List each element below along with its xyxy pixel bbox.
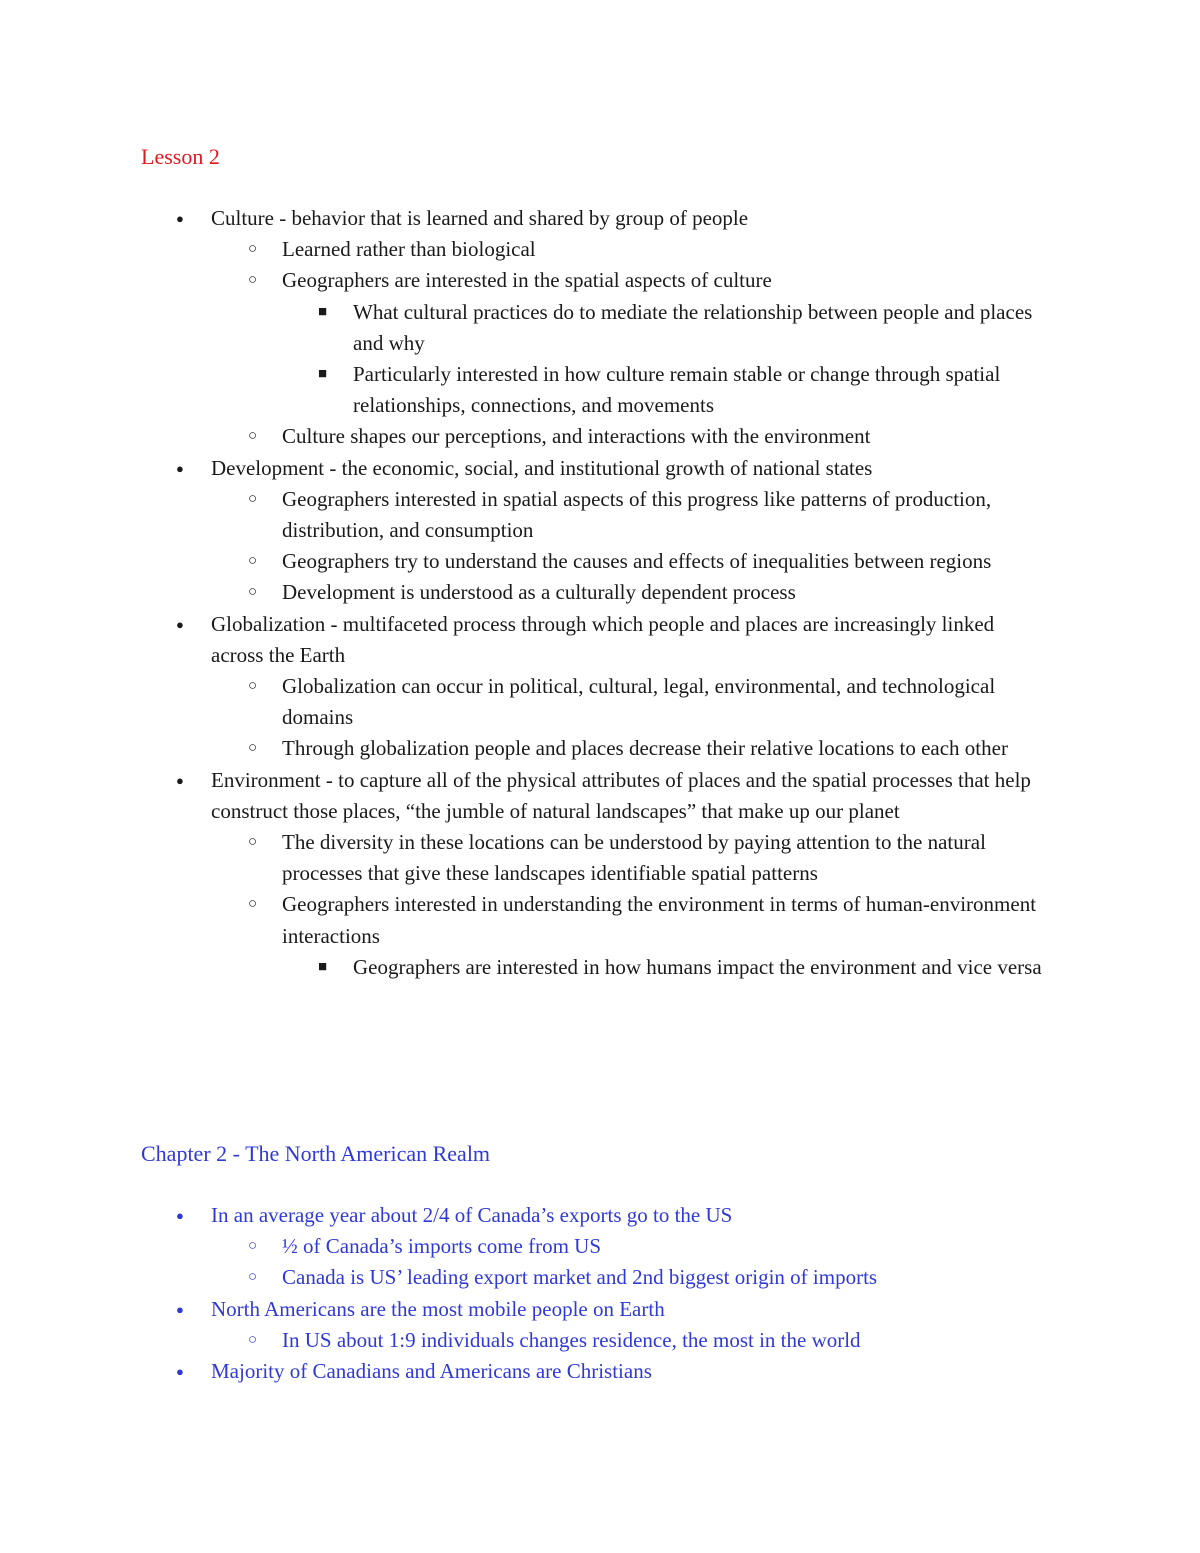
list-item: ○ In US about 1:9 individuals changes residence, the most in the world xyxy=(0,1325,1052,1356)
chapter-heading: Chapter 2 - The North American Realm xyxy=(141,1141,491,1166)
bullet-disc-icon: ● xyxy=(176,772,184,788)
list-item: ○ Through globalization people and places decrease their relative locations to each other xyxy=(0,733,1052,764)
bullet-circle-icon: ○ xyxy=(248,272,258,289)
list-item: ● In an average year about 2/4 of Canada’s exports go to the US xyxy=(0,1200,1051,1231)
list-item: ○ Development is understood as a culturally dependent process xyxy=(0,577,1052,608)
list-item: ● Development - the economic, social, and institutional growth of national states xyxy=(0,453,1051,484)
list-item: ○ Geographers interested in understanding the environment in terms of human-environment interactions xyxy=(0,889,1052,951)
bullet-disc-icon: ● xyxy=(176,1301,184,1317)
list-item: ○ Canada is US’ leading export market and 2nd biggest origin of imports xyxy=(0,1262,1052,1293)
bullet-circle-icon: ○ xyxy=(248,1238,258,1255)
bullet-circle-icon: ○ xyxy=(248,834,258,851)
bullet-circle-icon: ○ xyxy=(248,428,258,445)
chapter-notes-list xyxy=(0,1200,1200,1387)
lesson-heading: Lesson 2 xyxy=(141,144,220,169)
list-item: ○ Geographers are interested in the spatial aspects of culture xyxy=(0,265,1052,296)
list-item: ○ Geographers interested in spatial aspects of this progress like patterns of production, distribution, and consumption xyxy=(0,484,1052,546)
list-item: ■ Geographers are interested in how humans impact the environment and vice versa xyxy=(0,952,1053,983)
bullet-square-icon: ■ xyxy=(318,303,328,320)
bullet-circle-icon: ○ xyxy=(248,678,258,695)
bullet-square-icon: ■ xyxy=(318,958,328,975)
bullet-disc-icon: ● xyxy=(176,1208,184,1223)
bullet-disc-icon: ● xyxy=(176,616,184,632)
bullet-circle-icon: ○ xyxy=(248,553,258,570)
bullet-square-icon: ■ xyxy=(318,366,328,383)
list-item: ■ Particularly interested in how culture remain stable or change through spatial relationships, connections, and movements xyxy=(0,359,1053,421)
list-item: ○ The diversity in these locations can be understood by paying attention to the natural processes that give these landscapes identifiable spatial patterns xyxy=(0,827,1052,889)
bullet-circle-icon: ○ xyxy=(248,490,258,507)
list-item: ○ Culture shapes our perceptions, and interactions with the environment xyxy=(0,421,1052,452)
lesson-notes-list xyxy=(0,203,1200,983)
list-item: ● North Americans are the most mobile people on Earth xyxy=(0,1294,1051,1325)
bullet-circle-icon: ○ xyxy=(248,1331,258,1348)
bullet-circle-icon: ○ xyxy=(248,896,258,913)
list-item: ○ Geographers try to understand the causes and effects of inequalities between regions xyxy=(0,546,1052,577)
list-item: ● Globalization - multifaceted process through which people and places are increasingly linked across the Earth xyxy=(0,609,1051,671)
list-item: ● Majority of Canadians and Americans are Christians xyxy=(0,1356,1051,1387)
bullet-circle-icon: ○ xyxy=(248,740,258,757)
list-item: ● Environment - to capture all of the physical attributes of places and the spatial processes that help construct those places, “the jumble of natural landscapes” that make up our planet xyxy=(0,765,1051,827)
bullet-circle-icon: ○ xyxy=(248,584,258,601)
bullet-circle-icon: ○ xyxy=(248,241,258,258)
list-item: ○ Globalization can occur in political, cultural, legal, environmental, and technological domains xyxy=(0,671,1052,733)
list-item: ■ What cultural practices do to mediate the relationship between people and places and why xyxy=(0,297,1053,359)
bullet-circle-icon: ○ xyxy=(248,1269,258,1286)
bullet-disc-icon: ● xyxy=(176,1364,184,1380)
list-item: ○ ½ of Canada’s imports come from US xyxy=(0,1231,1052,1262)
bullet-disc-icon: ● xyxy=(176,211,184,226)
list-item: ○ Learned rather than biological xyxy=(0,234,1052,265)
list-item: ● Culture - behavior that is learned and shared by group of people xyxy=(0,203,1051,234)
bullet-disc-icon: ● xyxy=(176,460,184,476)
